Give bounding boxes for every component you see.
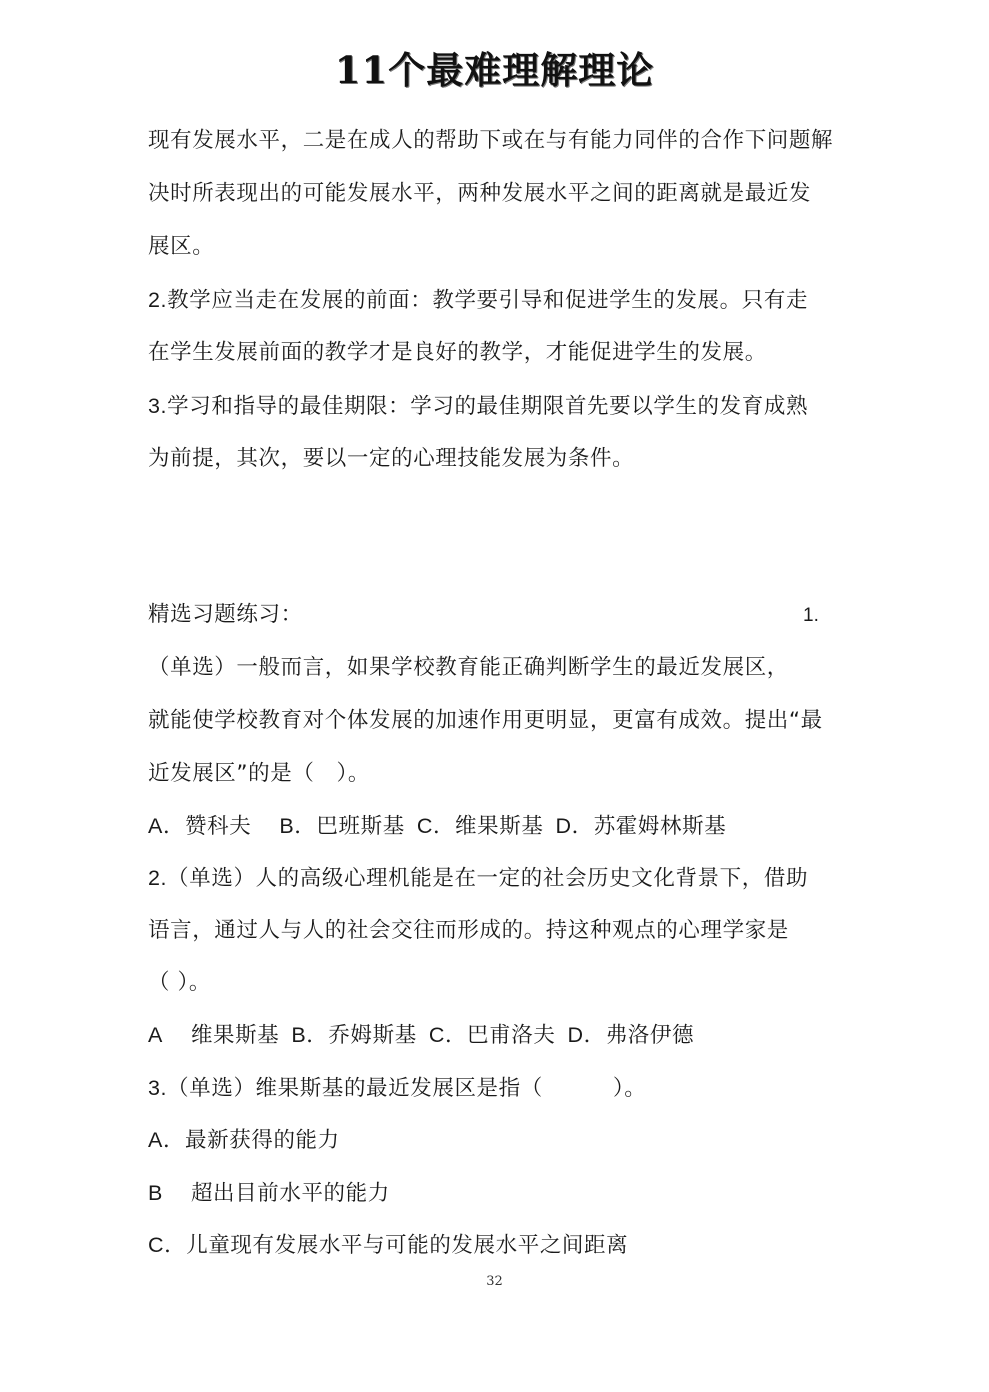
point-3-text: 学习和指导的最佳期限：学习的最佳期限首先要以学生的发育成熟 (167, 394, 809, 419)
option-label: D． (567, 1023, 606, 1047)
intro-line-1: 现有发展水平，二是在成人的帮助下或在与有能力同伴的合作下问题解 (148, 128, 834, 153)
option-text: 乔姆斯基 (328, 1023, 417, 1048)
option-text: 最新获得的能力 (185, 1128, 340, 1153)
intro-line-2: 决时所表现出的可能发展水平，两种发展水平之间的距离就是最近发 (148, 181, 812, 206)
question-1-options (148, 811, 726, 842)
option-label: A． (148, 1128, 186, 1152)
option-label: A． (148, 814, 186, 838)
question-3-option-c (148, 1230, 628, 1261)
option-text: 苏霍姆林斯基 (593, 814, 727, 839)
question-2-options (148, 1020, 694, 1051)
option-label: C． (148, 1233, 187, 1257)
option-text: 巴班斯基 (316, 814, 405, 839)
option-label: B． (279, 814, 317, 838)
question-3-option-b (148, 1178, 390, 1209)
page-title: 11个最难理解理论 (334, 48, 655, 92)
question-2-number: 2. (148, 866, 168, 890)
question-1-number: 1. (803, 605, 819, 626)
option-label: C． (416, 814, 456, 838)
question-3-stem-end: ）。 (612, 1076, 647, 1101)
question-2-line-3: （ ）。 (148, 970, 211, 995)
point-3-number: 3. (148, 394, 168, 418)
option-text: 巴甫洛夫 (467, 1023, 556, 1048)
point-2-line-2: 在学生发展前面的教学才是良好的教学，才能促进学生的发展。 (148, 340, 767, 365)
option-text: 超出目前水平的能力 (190, 1181, 390, 1206)
option-label: D． (555, 814, 594, 838)
question-1-line-1: （单选）一般而言，如果学校教育能正确判断学生的最近发展区， (148, 655, 789, 680)
point-2-number: 2. (148, 288, 168, 312)
point-2-line-1 (148, 285, 808, 316)
question-2-line-2: 语言，通过人与人的社会交往而形成的。持这种观点的心理学家是 (148, 918, 789, 943)
point-3-line-1 (148, 391, 808, 422)
option-label: B． (291, 1023, 329, 1047)
intro-line-3: 展区。 (148, 234, 215, 259)
question-2-line-1 (148, 863, 808, 894)
question-3-option-a (148, 1125, 340, 1156)
page-number: 32 (486, 1274, 503, 1289)
question-3-line-1 (148, 1073, 646, 1104)
point-3-line-2: 为前提，其次，要以一定的心理技能发展为条件。 (148, 446, 635, 471)
option-label: C． (428, 1023, 468, 1047)
option-text: 维果斯基 (190, 1023, 280, 1048)
option-label: A (148, 1023, 163, 1047)
question-2-text: （单选）人的高级心理机能是在一定的社会历史文化背景下，借助 (167, 866, 809, 891)
exercise-heading: 精选习题练习： (148, 602, 303, 627)
point-2-text: 教学应当走在发展的前面：教学要引导和促进学生的发展。只有走 (167, 288, 809, 313)
option-text: 维果斯基 (455, 814, 544, 839)
question-1-line-3: 近发展区”的是（ ）。 (148, 761, 370, 786)
option-label: B (148, 1181, 163, 1205)
option-text: 弗洛伊德 (605, 1023, 695, 1048)
option-text: 儿童现有发展水平与可能的发展水平之间距离 (186, 1233, 629, 1258)
question-1-line-2: 就能使学校教育对个体发展的加速作用更明显，更富有成效。提出“最 (148, 708, 823, 733)
option-text: 赞科夫 (185, 814, 252, 839)
question-3-number: 3. (148, 1076, 168, 1100)
question-3-stem: （单选）维果斯基的最近发展区是指（ (167, 1076, 543, 1101)
